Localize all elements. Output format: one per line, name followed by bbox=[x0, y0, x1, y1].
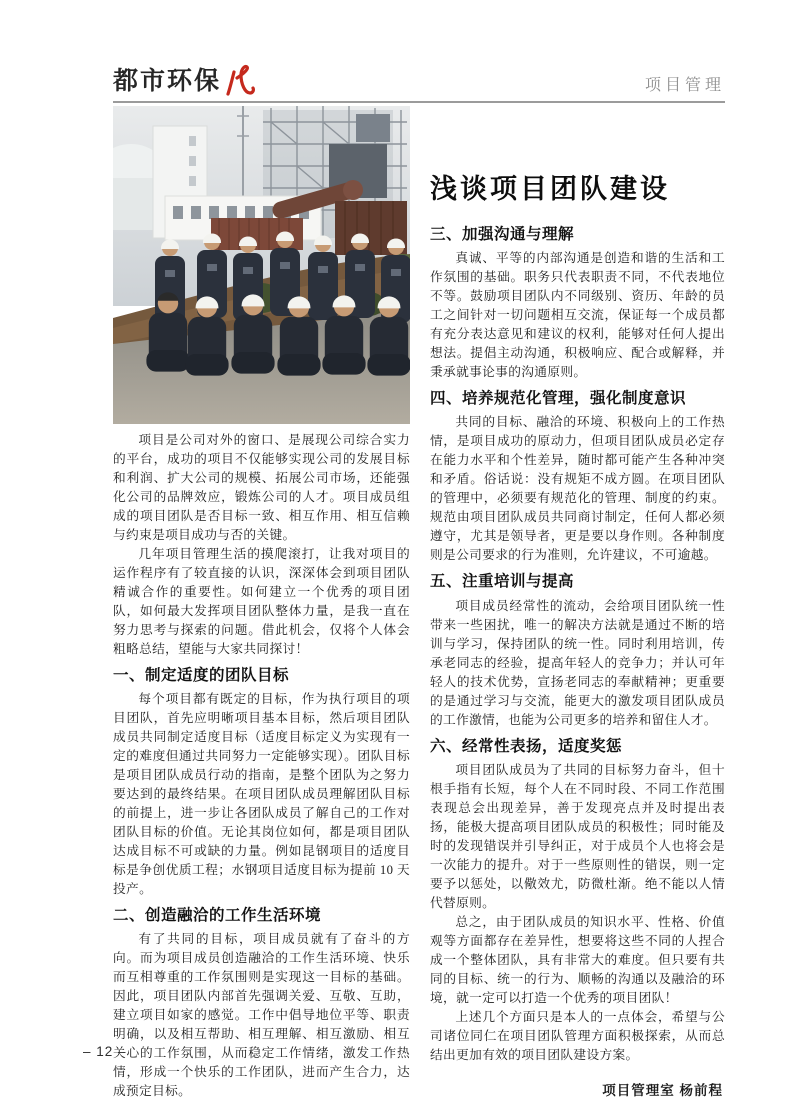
brand-logo-text: 都市环保 bbox=[113, 67, 222, 95]
header-rule bbox=[113, 101, 725, 103]
page-number: – 12 – bbox=[83, 1044, 127, 1059]
section-body-6: 项目团队成员为了共同的目标努力奋斗，但十根手指有长短，每个人在不同时段、不同工作范围表现总会出现差异，善于发现亮点并及时提出表扬，能极大提高项目团队成员的积极性；同时能及时的发现错误并引导纠正，对于成员个人也将会是一次能力的提升。对于一些原则性的错误，则一定要予以惩处，以儆效尤，防微杜渐。绝不能以人情代替原则。 bbox=[430, 762, 725, 910]
section-body-3: 真诚、平等的内部沟通是创造和谐的生活和工作氛围的基础。职务只代表职责不同，不代表地位不等。鼓励项目团队内不同级别、资历、年龄的员工之间针对一切问题相互交流，保证每一个成员都有充分表达意见和建议的权利，能够对任何人提出想法。提倡主动沟通，积极响应、配合或解释，并秉承就事论事的沟通原则。 bbox=[430, 251, 725, 380]
closing-paragraph-2: 上述几个方面只是本人的一点体会，希望与公司诸位同仁在项目团队管理方面积极探索，从而总结出更加有效的项目团队建设方案。 bbox=[430, 1009, 725, 1062]
right-column bbox=[430, 160, 725, 1100]
section-body-5: 项目成员经常性的流动，会给项目团队统一性带来一些困扰，唯一的解决方法就是通过不断的培训与学习，保持团队的统一性。同时利用培训，传承老同志的经验，提高年轻人的竞争力；并认可年轻人的技术优势，宣扬老同志的奉献精神；更重要的是通过学习与交流，能更大的激发项目团队成员的工作激情，也能为公司更多的培养和留住人才。 bbox=[430, 598, 725, 727]
intro-paragraph-2: 几年项目管理生活的摸爬滚打，让我对项目的运作程序有了较直接的认识，深深体会到项目团队精诚合作的重要性。如何建立一个优秀的项目团队，如何最大发挥项目团队整体力量，是我一直在努力思考与探索的问题。借此机会，仅将个人体会粗略总结，望能与大家共同探讨！ bbox=[113, 547, 410, 656]
section-heading-1: 一、制定适度的团队目标 bbox=[113, 667, 290, 684]
intro-paragraph-1: 项目是公司对外的窗口、是展现公司综合实力的平台，成功的项目不仅能够实现公司的发展目标和利润、扩大公司的规模、拓展公司市场，还能强化公司的品牌效应，锻炼公司的人才。项目成员组成的项目团队是否目标一致、相互作用、相互信赖与约束是项目成功与否的关键。 bbox=[113, 433, 410, 542]
section-heading-6: 六、经常性表扬，适度奖惩 bbox=[430, 737, 623, 755]
section-heading-4: 四、培养规范化管理，强化制度意识 bbox=[430, 390, 687, 408]
section-body-4: 共同的目标、融洽的环境、积极向上的工作热情，是项目成功的原动力，但项目团队成员必定存在能力水平和个性差异，随时都可能产生各种冲突和矛盾。俗话说：没有规矩不成方圆。在项目团队的管理中，必须要有规范化的管理、制度的约束。规范由项目团队成员共同商讨制定，任何人都必须遵守，尤其是领导者，更是要以身作则。各种制度则是公司要求的行为准则，允许建议，不可逾越。 bbox=[430, 415, 725, 563]
section-heading-2: 二、创造融洽的工作生活环境 bbox=[113, 907, 322, 925]
section-label: 项目管理 bbox=[644, 77, 725, 94]
byline: 项目管理室 杨前程 bbox=[602, 1082, 723, 1098]
section-heading-5: 五、注重培训与提高 bbox=[430, 573, 575, 591]
section-body-1: 每个项目都有既定的目标，作为执行项目的项目团队，首先应明晰项目基本目标，然后项目团队成员共同制定适度目标（适度目标定义为实现有一定的难度但通过共同努力一定能够实现）。团队目标是项目团队成员行动的指南，是整个团队为之努力要达到的最终结果。在项目团队成员理解团队目标的前提上，进一步让各团队成员了解自己的工作对团队目标的价值。无论其岗位如何，都是项目团队达成目标不可或缺的力量。例如昆钢项目的适度目标是争创优质工程；水钢项目适度目标为提前 10 天投产。 bbox=[113, 692, 410, 897]
section-body-2: 有了共同的目标，项目成员就有了奋斗的方向。而为项目成员创造融洽的工作生活环境、快乐而互相尊重的工作氛围则是实现这一目标的基础。因此，项目团队内部首先强调关爱、互敬、互助，建立项目如家的感觉。工作中倡导地位平等、职责明确，以及相互帮助、相互理解、相互激励、相互关心的工作氛围，从而稳定工作情绪，激发工作热情，形成一个快乐的工作团队，进而产生合力，达成预定目标。 bbox=[113, 932, 410, 1099]
brand-flourish-icon bbox=[225, 64, 257, 98]
closing-paragraph-1: 总之，由于团队成员的知识水平、性格、价值观等方面都存在差异性，想要将这些不同的人捏合成一个整体团队，具有非常大的难度。但只要有共同的目标、统一的行为、顺畅的沟通以及融洽的环境，就一定可以打造一个优秀的项目团队！ bbox=[430, 914, 725, 1005]
brand-logo bbox=[113, 64, 257, 94]
section-heading-3: 三、加强沟通与理解 bbox=[430, 226, 575, 244]
left-column bbox=[113, 431, 410, 1100]
team-photo bbox=[113, 106, 410, 424]
article-title: 浅谈项目团队建设 bbox=[430, 174, 670, 204]
